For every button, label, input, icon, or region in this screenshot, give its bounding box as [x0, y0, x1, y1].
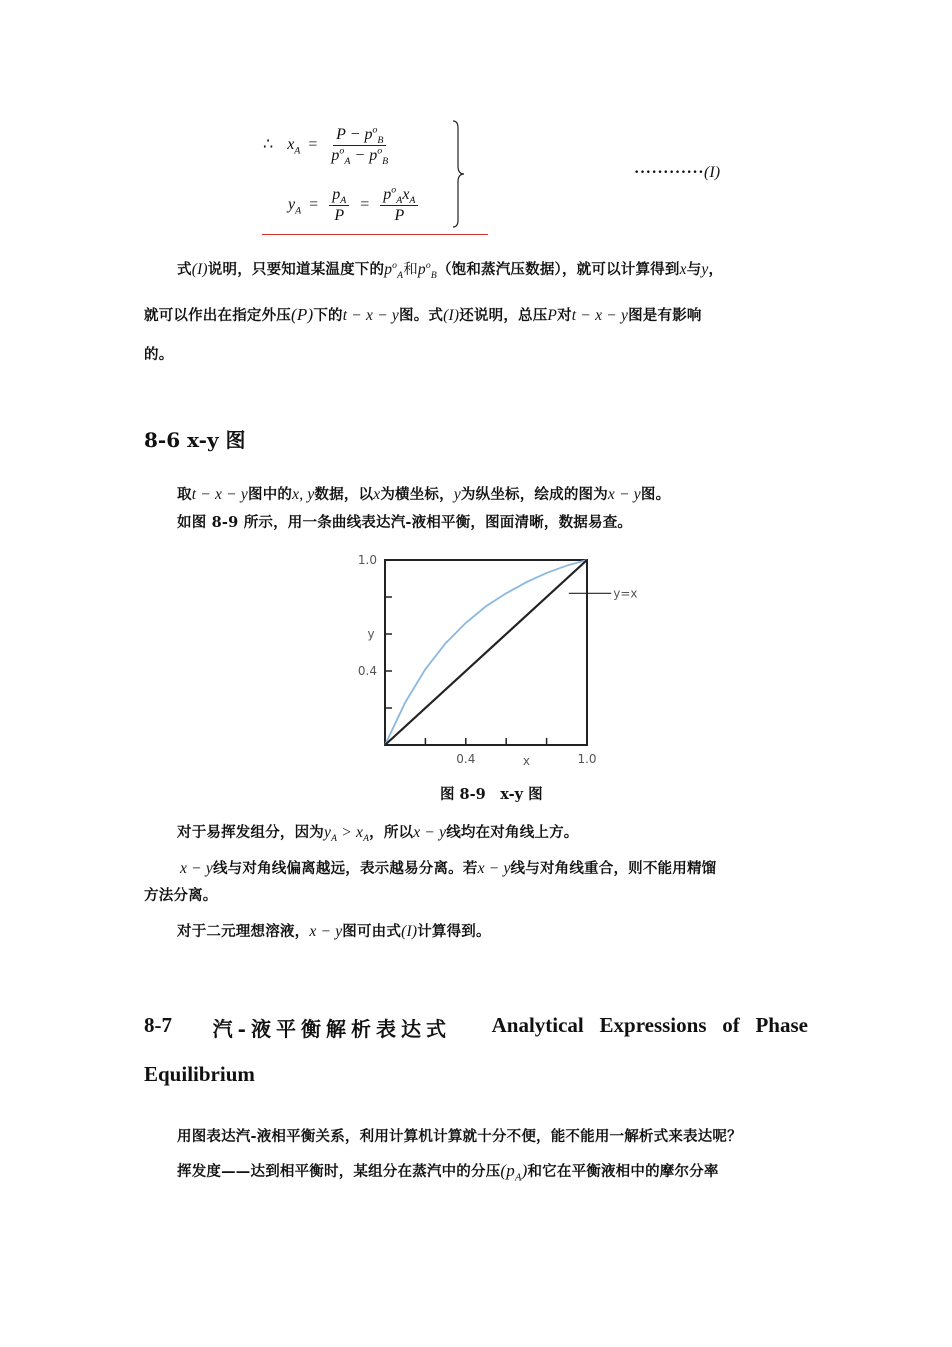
y-axis-label: y: [367, 627, 375, 641]
paragraph-3: 对于易挥发组分，因为$y_A > x_A$，所以x − y线均在对角线上方。: [177, 824, 579, 845]
x-tick-label-1: 1.0: [577, 752, 597, 766]
section-heading-8-6: 8-6 x-y 图: [144, 428, 246, 452]
red-underline: [262, 234, 488, 235]
paragraph-6-line-1: 用图表达汽-液相平衡关系，利用计算机计算就十分不便，能不能用一解析式来表达呢？: [177, 1128, 742, 1145]
right-brace: [452, 120, 466, 228]
paragraph-6-line-2: 挥发度——达到相平衡时，某组分在蒸汽中的分压$(p_A)$和它在平衡液相中的摩尔分率: [177, 1161, 719, 1184]
formula-xa: ∴ $x_A$ = $\frac{P - p^o_B}{p^o_A - p^o_B}$: [263, 126, 394, 165]
fraction-ya-1: $\frac{p_A}{P}$: [329, 186, 349, 225]
paragraph-5: 对于二元理想溶液，x − y图可由式(I)计算得到。: [177, 923, 491, 940]
y-tick-label-1: 1.0: [357, 553, 377, 567]
formula-ya: $y_A$ = $\frac{p_A}{P}$ = $\frac{p^o_Ax_A}{P}$: [288, 186, 421, 225]
paragraph-1-line-3: 的。: [144, 346, 174, 363]
section-heading-8-7: 8-7 汽-液平衡解析表达式 Analytical Expressions of Phase: [144, 1013, 808, 1041]
paragraph-4-line-1: x − y线与对角线偏离越远，表示越易分离。若x − y线与对角线重合，则不能用精馏: [180, 860, 717, 877]
paragraph-2-line-1: 取t − x − y图中的x, y数据，以x为横坐标，y为纵坐标，绘成的图为x − y图。: [177, 486, 671, 503]
x-tick-label-0: 0.4: [456, 752, 476, 766]
fraction-xa: $\frac{P - p^o_B}{p^o_A - p^o_B}$: [331, 124, 389, 168]
y-tick-label-0: 0.4: [357, 664, 377, 678]
series-line-1: [385, 560, 587, 745]
paragraph-1-line-2: 就可以作出在指定外压(P)下的t − x − y图。式(I)还说明，总压P对t − x − y图是有影响: [144, 305, 702, 324]
annotation-label: y=x: [613, 586, 638, 601]
paragraph-1-line-1: 式(I)说明，只要知道某温度下的$p^o_A$和$p^o_B$（饱和蒸汽压数据），就可以计算得到x与y，: [177, 259, 724, 282]
fraction-ya-2: $\frac{p^o_Ax_A}{P}$: [380, 186, 418, 225]
section-heading-8-7-continued: Equilibrium: [144, 1062, 255, 1086]
equation-reference: ············(I): [634, 164, 721, 181]
x-axis-label: x: [522, 754, 530, 768]
xy-chart: [340, 553, 638, 770]
paragraph-4-line-2: 方法分离。: [144, 887, 218, 904]
figure-caption: 图 8-9 x-y 图: [440, 786, 543, 803]
paragraph-2-line-2: 如图 8-9 所示，用一条曲线表达汽-液相平衡，图面清晰，数据易查。: [177, 514, 633, 531]
